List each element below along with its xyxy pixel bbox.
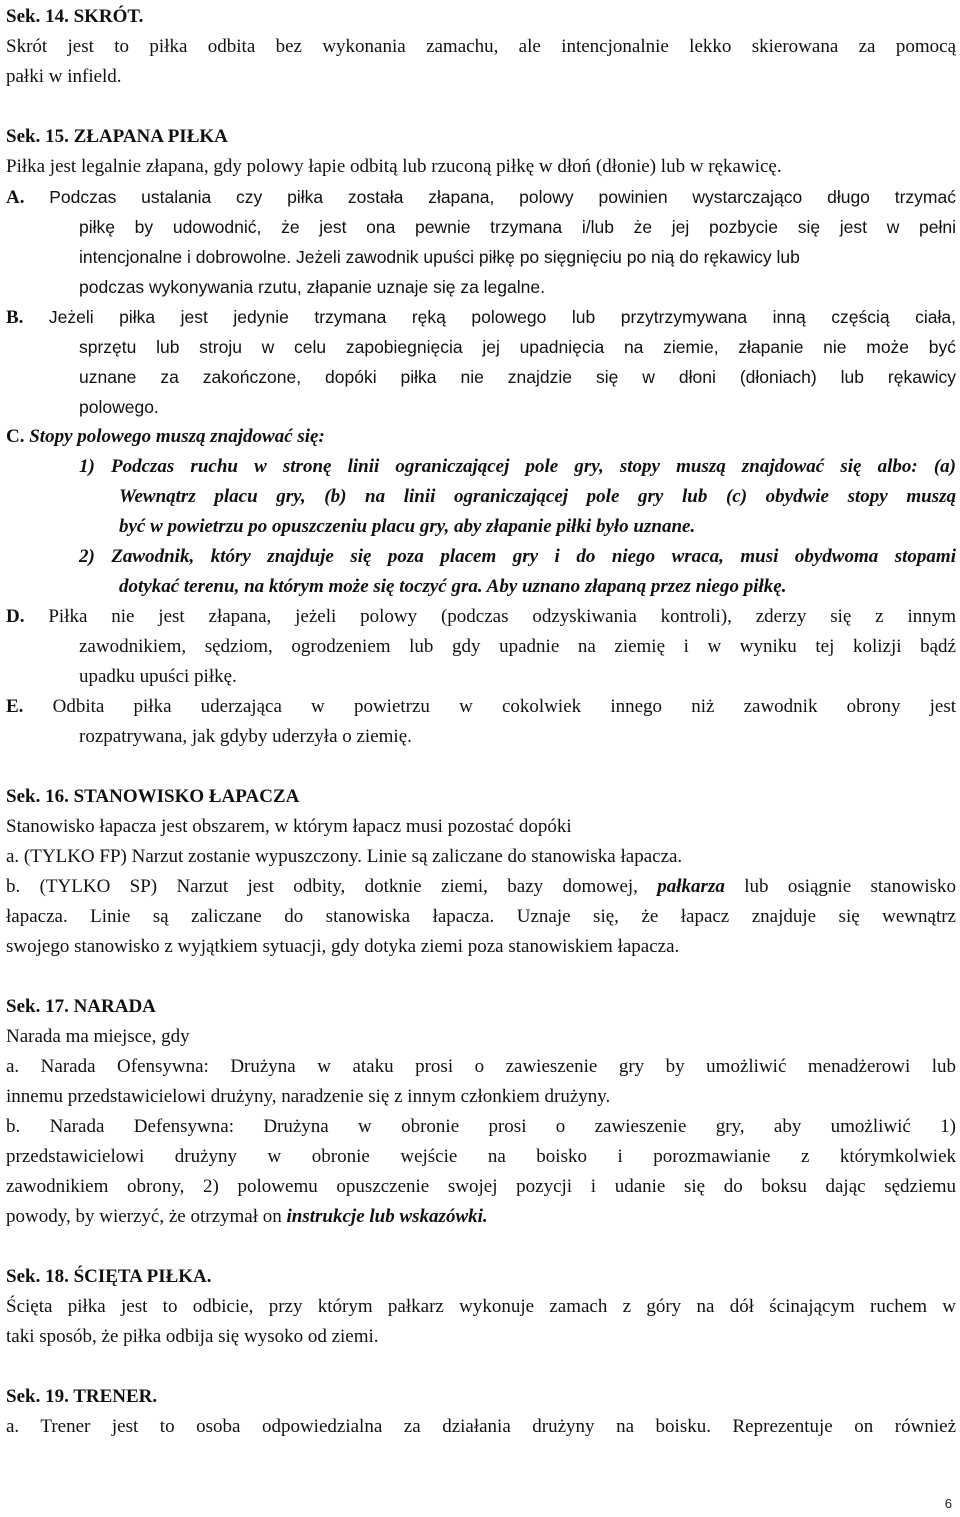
paragraph-a-line: piłkę by udowodnić, że jest ona pewnie trzymana i/lub że jej pozbycie się jest w pełni: [79, 217, 956, 237]
paragraph-marker: D.: [6, 606, 25, 627]
section-19: [6, 1382, 956, 1442]
paragraph-d-line: zawodnikiem, sędziom, ogrodzeniem lub gdy upadnie na ziemię i w wyniku tej kolizji bądź: [79, 636, 956, 657]
section-heading: Sek. 15. ZŁAPANA PIŁKA: [6, 126, 228, 147]
paragraph-c-item-2: dotykać terenu, na którym może się toczyć gra. Aby uznano złapaną przez niego piłkę.: [119, 576, 787, 597]
paragraph-marker: A.: [6, 187, 25, 208]
paragraph-a-line: intencjonalne i dobrowolne. Jeżeli zawodnik upuści piłkę po sięgnięciu po nią do rękawicy lub: [79, 247, 800, 267]
text-line: Narada ma miejsce, gdy: [6, 1026, 190, 1047]
text-line: Ścięta piłka jest to odbicie, przy którym pałkarz wykonuje zamach z góry na dół ścinającym ruchem w: [6, 1296, 956, 1317]
section-heading: Sek. 16. STANOWISKO ŁAPACZA: [6, 786, 300, 807]
paragraph-e-line: rozpatrywana, jak gdyby uderzyła o ziemię.: [79, 726, 412, 747]
paragraph-b-line: B. Jeżeli piłka jest jedynie trzymana ręką polowego lub przytrzymywana inną częścią ciała,: [6, 307, 957, 328]
text-line: łapacza. Linie są zaliczane do stanowiska łapacza. Uznaje się, że łapacz znajduje się wewnątrz: [6, 906, 956, 927]
section-17: [6, 992, 956, 1232]
section-heading: Sek. 17. NARADA: [6, 996, 156, 1017]
paragraph-b-line: polowego.: [79, 397, 159, 417]
text-line: b. (TYLKO SP) Narzut jest odbity, dotknie ziemi, bazy domowej, pałkarza lub osiągnie stanowisko: [6, 876, 956, 897]
page-number: 6: [944, 1496, 952, 1511]
paragraph-d-line: upadku upuści piłkę.: [79, 666, 237, 687]
text-line: a. (TYLKO FP) Narzut zostanie wypuszczony. Linie są zaliczane do stanowiska łapacza.: [6, 846, 683, 867]
section-15: [6, 122, 956, 752]
text-line: pałki w infield.: [6, 66, 122, 87]
section-14: [6, 2, 956, 92]
paragraph-marker: B.: [6, 307, 24, 328]
paragraph-c-item-1: być w powietrzu po opuszczeniu placu gry, aby złapanie piłki było uznane.: [119, 516, 696, 537]
paragraph-c-item-2: 2) Zawodnik, który znajduje się poza placem gry i do niego wraca, musi obydwoma stopami: [79, 546, 956, 567]
paragraph-c-item-1: Wewnątrz placu gry, (b) na linii ograniczającej pole gry lub (c) obydwie stopy muszą: [119, 486, 956, 507]
section-heading: Sek. 19. TRENER.: [6, 1386, 158, 1407]
text-line: zawodnikiem obrony, 2) polowemu opuszczenie swojej pozycji i udanie się do boksu dając sędziemu: [6, 1176, 956, 1197]
text-line: przedstawicielowi drużyny w obronie wejście na boisko i porozmawianie z którymkolwiek: [6, 1146, 956, 1167]
section-heading: Sek. 14. SKRÓT.: [6, 6, 144, 27]
paragraph-marker: C.: [6, 426, 25, 447]
text-line: powody, by wierzyć, że otrzymał on instrukcje lub wskazówki.: [6, 1206, 488, 1227]
text-line: Skrót jest to piłka odbita bez wykonania zamachu, ale intencjonalnie lekko skierowana za pomocą: [6, 36, 956, 57]
text-line: swojego stanowisko z wyjątkiem sytuacji, gdy dotyka ziemi poza stanowiskiem łapacza.: [6, 936, 680, 957]
paragraph-b-line: sprzętu lub stroju w celu zapobiegnięcia jej upadnięcia na ziemie, złapanie nie może być: [79, 337, 956, 357]
paragraph-marker: E.: [6, 696, 24, 717]
paragraph-d-line: D. Piłka nie jest złapana, jeżeli polowy (podczas odzyskiwania kontroli), zderzy się z innym: [6, 606, 957, 627]
paragraph-b-line: uznane za zakończone, dopóki piłka nie znajdzie się w dłoni (dłoniach) lub rękawicy: [79, 367, 956, 387]
text-line: innemu przedstawicielowi drużyny, naradzenie się z innym członkiem drużyny.: [6, 1086, 611, 1107]
text-line: Stanowisko łapacza jest obszarem, w którym łapacz musi pozostać dopóki: [6, 816, 572, 837]
section-16: [6, 782, 956, 962]
text-line: Piłka jest legalnie złapana, gdy polowy łapie odbitą lub rzuconą piłkę w dłoń (dłonie) lub w rękawicę.: [6, 156, 782, 177]
text-line: b. Narada Defensywna: Drużyna w obronie prosi o zawieszenie gry, aby umożliwić 1): [6, 1116, 956, 1137]
paragraph-e-line: E. Odbita piłka uderzająca w powietrzu w cokolwiek innego niż zawodnik obrony jest: [6, 696, 957, 717]
paragraph-c-title: C. Stopy polowego muszą znajdować się:: [6, 426, 325, 447]
paragraph-a-line: podczas wykonywania rzutu, złapanie uznaje się za legalne.: [79, 277, 545, 297]
section-18: [6, 1262, 956, 1352]
paragraph-c-item-1: 1) Podczas ruchu w stronę linii ograniczającej pole gry, stopy muszą znajdować się albo: (a): [79, 456, 956, 477]
document-page: [6, 2, 956, 1442]
paragraph-a-line: A. Podczas ustalania czy piłka została złapana, polowy powinien wystarczająco długo trzymać: [6, 187, 956, 208]
text-line: a. Trener jest to osoba odpowiedzialna za działania drużyny na boisku. Reprezentuje on również: [6, 1416, 956, 1437]
text-line: taki sposób, że piłka odbija się wysoko od ziemi.: [6, 1326, 379, 1347]
text-line: a. Narada Ofensywna: Drużyna w ataku prosi o zawieszenie gry by umożliwić menadżerowi lub: [6, 1056, 956, 1077]
section-heading: Sek. 18. ŚCIĘTA PIŁKA.: [6, 1266, 212, 1287]
